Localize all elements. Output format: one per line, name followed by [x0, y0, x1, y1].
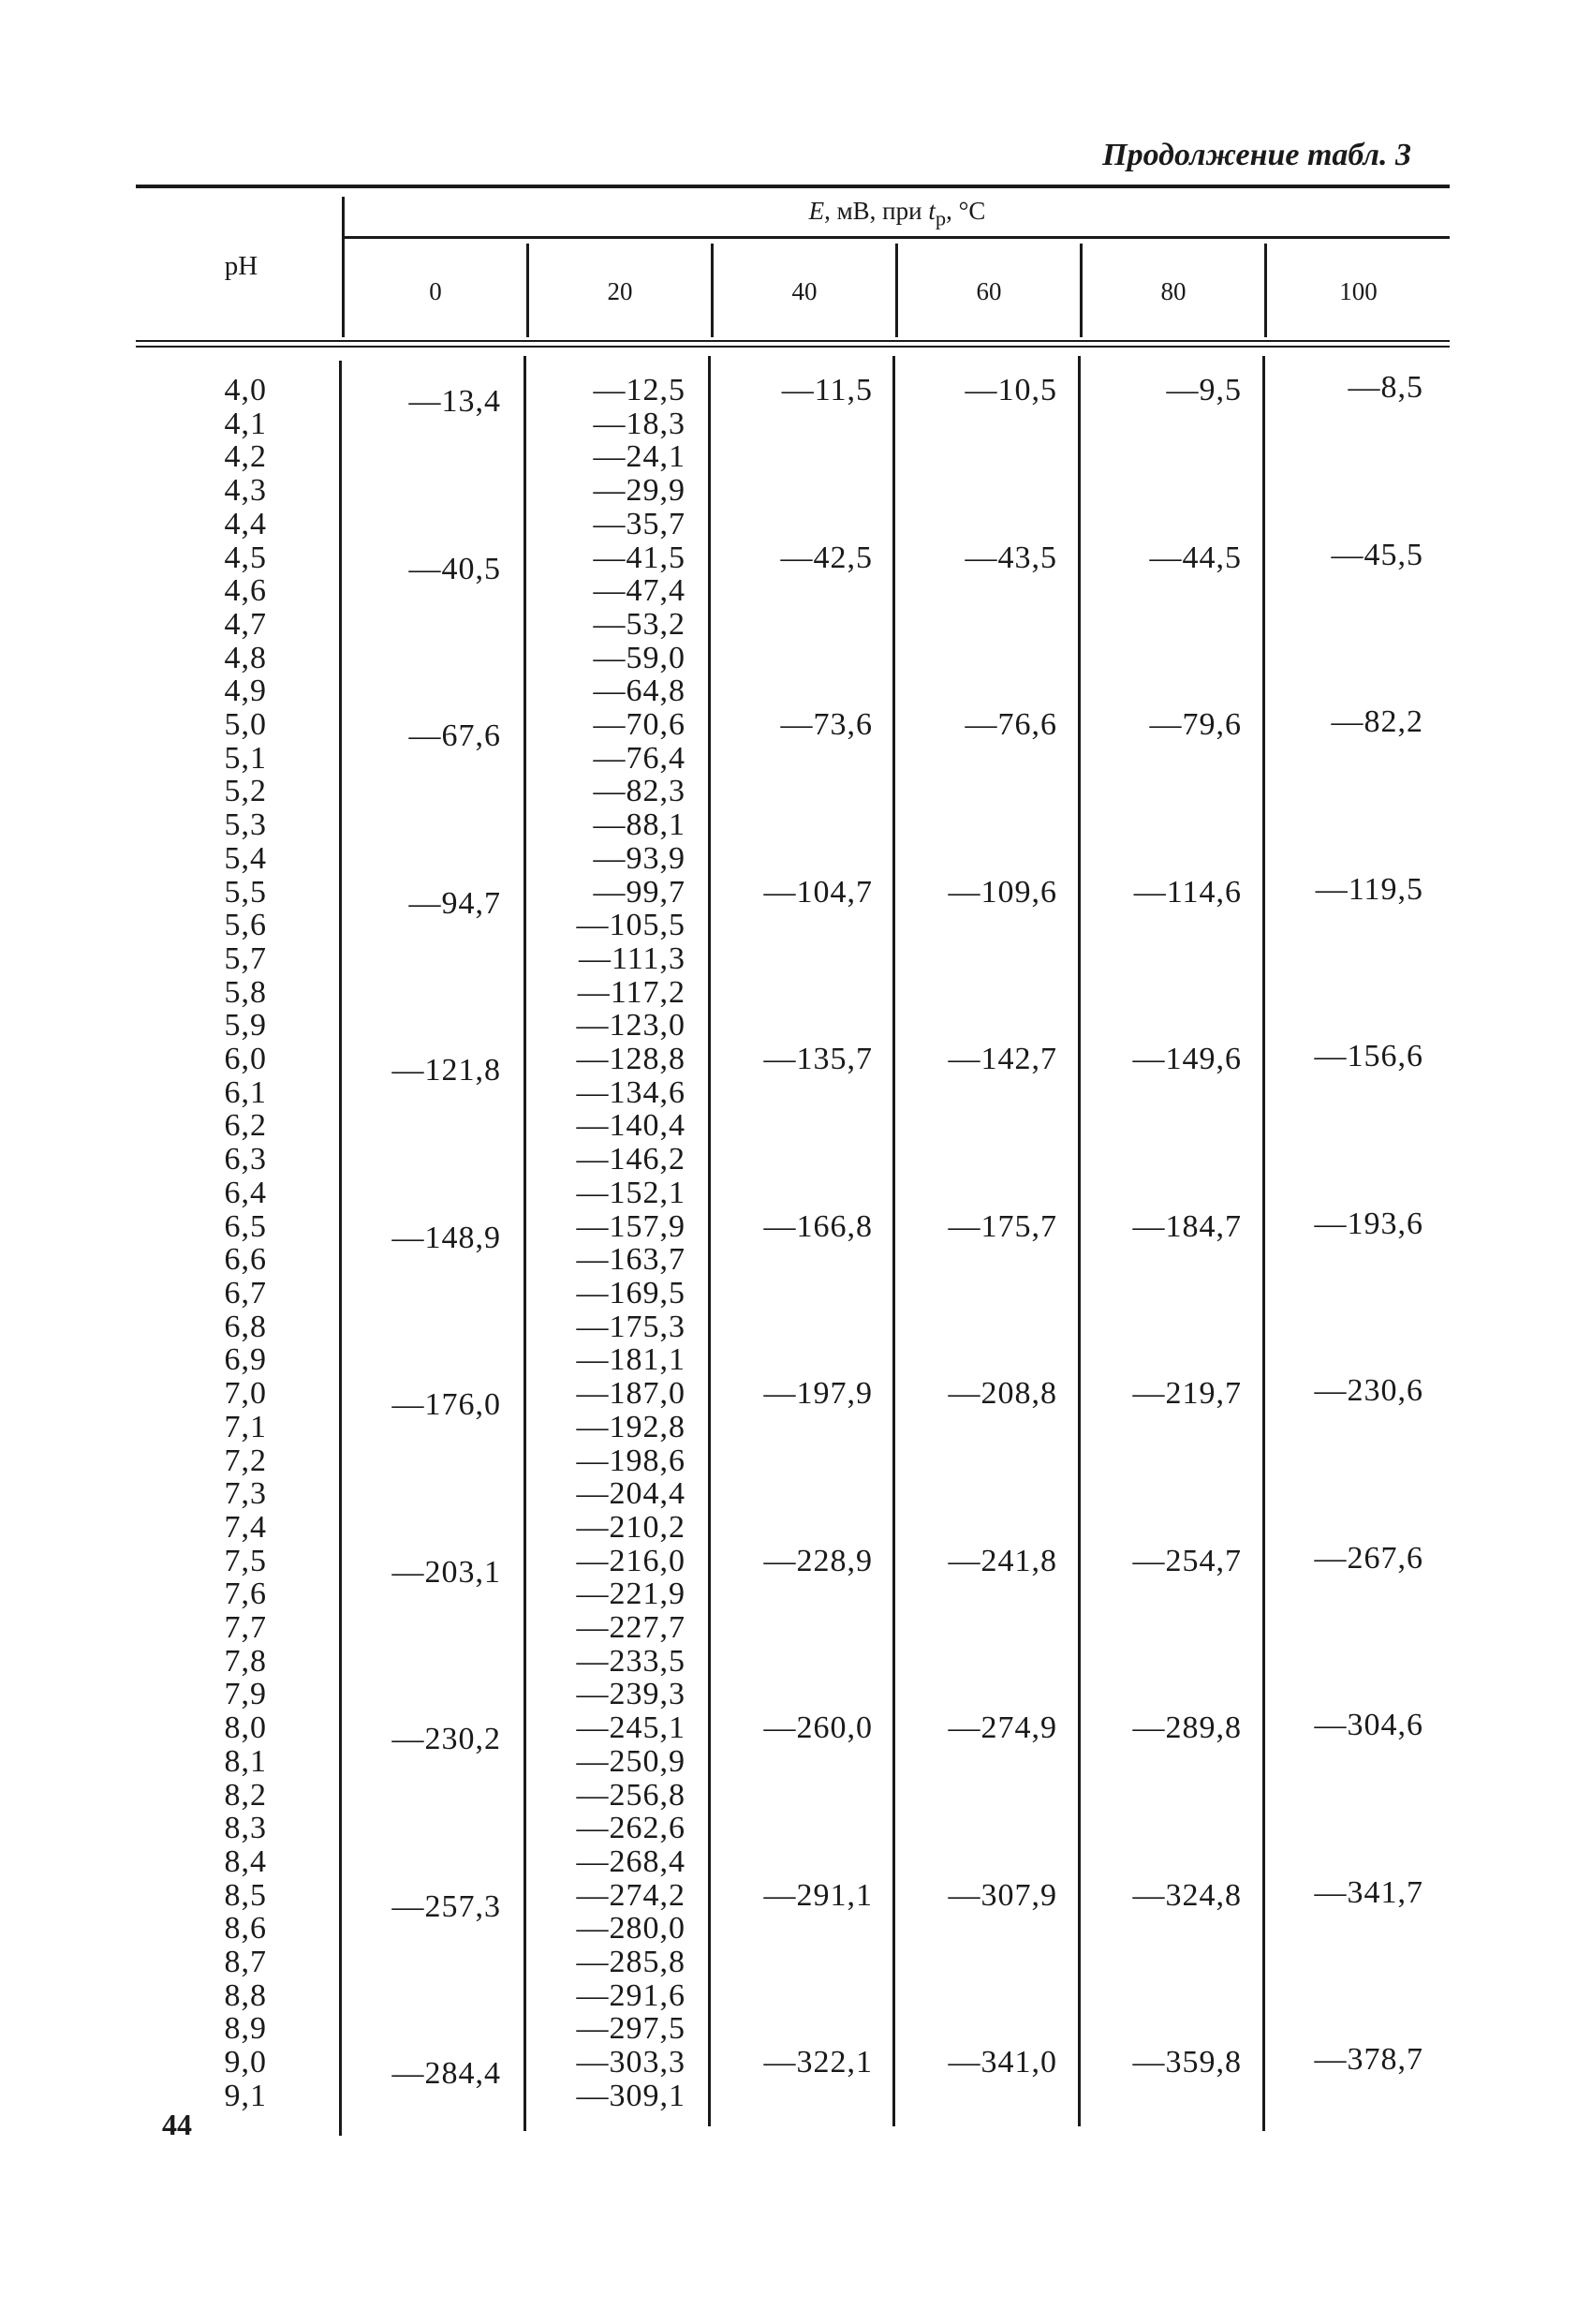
t0-value: —230,2: [391, 1722, 501, 1756]
t20-value: —93,9: [593, 840, 685, 876]
ph-column: [173, 374, 267, 2113]
ph-value: 9,0: [224, 2045, 267, 2080]
ph-value: 8,9: [224, 2011, 267, 2047]
t100-value: —378,7: [1314, 2042, 1423, 2077]
t0-value: —94,7: [408, 885, 501, 921]
t80-value: —219,7: [1132, 1376, 1242, 1411]
t80-value: —324,8: [1132, 1877, 1242, 1913]
t60-value: —241,8: [948, 1543, 1057, 1578]
t20-value: —35,7: [593, 506, 685, 541]
t20-value: —175,3: [576, 1309, 685, 1344]
t100-value: —45,5: [1331, 537, 1423, 572]
ph-value: 6,1: [224, 1074, 267, 1110]
t20-value: —239,3: [576, 1677, 685, 1712]
t20-value: —216,0: [576, 1543, 685, 1578]
t60-value: —76,6: [965, 707, 1057, 742]
t100-value: —8,5: [1348, 370, 1423, 405]
ph-value: 5,1: [224, 740, 267, 776]
t20-value: —198,6: [576, 1443, 685, 1478]
ph-value: 8,3: [224, 1811, 267, 1846]
body-vline-80: [1078, 356, 1081, 2126]
t60-value: —43,5: [965, 540, 1057, 575]
ph-value: 5,6: [224, 908, 267, 943]
t40-value: —260,0: [763, 1710, 873, 1745]
t20-value: —192,8: [576, 1409, 685, 1444]
t20-value: —76,4: [593, 740, 685, 776]
ph-value: 6,9: [224, 1342, 267, 1378]
t0-value: —203,1: [391, 1554, 501, 1590]
body-vline-100: [1262, 356, 1265, 2131]
ph-value: 9,1: [224, 2078, 267, 2113]
t40-value: —73,6: [780, 707, 873, 742]
t80-value: —254,7: [1132, 1543, 1242, 1578]
t20-value: —105,5: [576, 908, 685, 943]
t60-value: —341,0: [948, 2045, 1057, 2080]
t20-value: —53,2: [593, 606, 685, 642]
t20-value: —64,8: [593, 674, 685, 709]
ph-value: 7,5: [224, 1543, 267, 1578]
t20-value: —157,9: [576, 1208, 685, 1244]
ph-value: 4,2: [224, 439, 267, 475]
ph-column-header: pH: [224, 251, 258, 281]
continuation-caption: Продолжение табл. 3: [1102, 138, 1411, 172]
t100-value: —119,5: [1315, 871, 1423, 907]
t40-value: —42,5: [780, 540, 873, 575]
t80-value: —149,6: [1132, 1042, 1242, 1076]
t20-value: —268,4: [576, 1843, 685, 1879]
ph-value: 7,9: [224, 1677, 267, 1712]
temp-header-0: 0: [429, 277, 442, 305]
ph-value: 4,7: [224, 606, 267, 642]
t0-value: —257,3: [391, 1888, 501, 1924]
ph-value: 5,9: [224, 1008, 267, 1044]
t20-value: —111,3: [579, 940, 685, 976]
ph-value: 6,7: [224, 1275, 267, 1310]
ph-value: 8,6: [224, 1911, 267, 1947]
t20-value: —163,7: [576, 1242, 685, 1278]
t0-value: —284,4: [391, 2056, 501, 2091]
t20-value: —210,2: [576, 1509, 685, 1545]
ph-value: 5,7: [224, 940, 267, 976]
t20-value: —140,4: [576, 1108, 685, 1144]
t20-value: —152,1: [576, 1175, 685, 1210]
t40-value: —291,1: [763, 1877, 873, 1913]
t0-value: —148,9: [391, 1220, 501, 1255]
t20-value: —204,4: [576, 1476, 685, 1512]
t80-value: —289,8: [1132, 1710, 1242, 1745]
t60-value: —208,8: [948, 1376, 1057, 1411]
ph-value: 6,4: [224, 1175, 267, 1210]
ph-value: 7,0: [224, 1376, 267, 1412]
t40-value: —135,7: [763, 1042, 873, 1076]
temp-header-40: 40: [791, 277, 818, 305]
ph-value: 4,1: [224, 406, 267, 441]
t20-value: —181,1: [576, 1342, 685, 1378]
ph-value: 5,3: [224, 807, 267, 843]
t0-value: —13,4: [408, 384, 501, 419]
ph-value: 6,5: [224, 1208, 267, 1244]
ph-value: 6,2: [224, 1108, 267, 1144]
ph-value: 8,4: [224, 1843, 267, 1879]
t100-value: —304,6: [1314, 1708, 1423, 1742]
t20-column: [534, 374, 685, 2113]
ph-value: 7,3: [224, 1476, 267, 1512]
t20-value: —285,8: [576, 1945, 685, 1980]
ph-value: 7,8: [224, 1643, 267, 1679]
t20-value: —47,4: [593, 573, 685, 609]
t80-value: —79,6: [1149, 707, 1242, 742]
t0-value: —67,6: [408, 718, 501, 753]
ph-value: 7,1: [224, 1409, 267, 1444]
t60-value: —10,5: [965, 373, 1057, 407]
t20-value: —245,1: [576, 1710, 685, 1746]
ph-value: 4,4: [224, 506, 267, 541]
ph-value: 8,1: [224, 1743, 267, 1779]
t0-value: —176,0: [391, 1387, 501, 1422]
t20-value: —303,3: [576, 2045, 685, 2080]
t-subscript: р: [935, 206, 947, 230]
e-column-header: [345, 197, 1450, 230]
ph-value: 5,4: [224, 840, 267, 876]
ph-value: 6,8: [224, 1309, 267, 1344]
t20-value: —274,2: [576, 1877, 685, 1913]
ph-value: 6,6: [224, 1242, 267, 1278]
t20-value: —134,6: [576, 1074, 685, 1110]
t20-value: —187,0: [576, 1376, 685, 1412]
t80-value: —359,8: [1132, 2045, 1242, 2080]
t20-value: —123,0: [576, 1008, 685, 1044]
t60-value: —274,9: [948, 1710, 1057, 1745]
ph-value: 8,5: [224, 1877, 267, 1913]
ph-value: 4,0: [224, 373, 267, 407]
top-rule: [136, 185, 1450, 188]
t20-value: —128,8: [576, 1042, 685, 1077]
t20-value: —24,1: [593, 439, 685, 475]
e-symbol: E: [808, 197, 825, 225]
ph-value: 7,7: [224, 1610, 267, 1646]
t20-value: —256,8: [576, 1777, 685, 1813]
t60-value: —142,7: [948, 1042, 1057, 1076]
t-symbol: t: [928, 197, 936, 225]
ph-value: 5,5: [224, 874, 267, 910]
t40-value: —197,9: [763, 1376, 873, 1411]
t20-value: —262,6: [576, 1811, 685, 1846]
t40-value: —166,8: [763, 1208, 873, 1244]
t40-value: —104,7: [763, 874, 873, 910]
ph-value: 8,2: [224, 1777, 267, 1813]
temp-header-60: 60: [976, 277, 1002, 305]
temp-header-20: 20: [607, 277, 633, 305]
ph-value: 8,7: [224, 1945, 267, 1980]
page-number: 44: [162, 2108, 192, 2141]
ph-value: 4,6: [224, 573, 267, 609]
header-bottom-rule-1: [136, 340, 1450, 342]
ph-value: 5,2: [224, 774, 267, 809]
temp-header-80: 80: [1160, 277, 1187, 305]
t20-value: —29,9: [593, 473, 685, 509]
t20-value: —146,2: [576, 1142, 685, 1177]
t20-value: —233,5: [576, 1643, 685, 1679]
ph-value: 7,6: [224, 1576, 267, 1612]
t20-value: —18,3: [593, 406, 685, 441]
ph-value: 6,3: [224, 1142, 267, 1177]
t60-value: —175,7: [948, 1208, 1057, 1244]
t20-value: —82,3: [593, 774, 685, 809]
t100-value: —267,6: [1314, 1540, 1423, 1576]
t20-value: —59,0: [593, 640, 685, 675]
body-vline-60: [892, 356, 895, 2126]
t20-value: —169,5: [576, 1275, 685, 1310]
ph-value: 4,5: [224, 540, 267, 575]
ph-value: 7,2: [224, 1443, 267, 1478]
ph-value: 4,3: [224, 473, 267, 509]
t20-value: —250,9: [576, 1743, 685, 1779]
ph-value: 5,0: [224, 707, 267, 743]
t20-value: —117,2: [577, 974, 685, 1010]
t20-value: —41,5: [593, 540, 685, 575]
t80-value: —184,7: [1132, 1208, 1242, 1244]
t80-value: —9,5: [1166, 373, 1242, 407]
e-label-mid: , мВ, при: [824, 197, 929, 225]
header-sub-rule: [345, 236, 1450, 239]
body-vline-40: [708, 356, 711, 2126]
t20-value: —291,6: [576, 1977, 685, 2013]
e-label-suffix: , °С: [946, 197, 986, 225]
ph-value: 8,0: [224, 1710, 267, 1746]
ph-value: 5,8: [224, 974, 267, 1010]
t20-value: —280,0: [576, 1911, 685, 1947]
t20-value: —70,6: [593, 707, 685, 743]
t20-value: —297,5: [576, 2011, 685, 2047]
t20-value: —99,7: [593, 874, 685, 910]
t100-value: —193,6: [1314, 1206, 1423, 1241]
t100-value: —156,6: [1314, 1039, 1423, 1073]
t100-value: —82,2: [1331, 704, 1423, 739]
t20-value: —221,9: [576, 1576, 685, 1612]
t40-value: —322,1: [763, 2045, 873, 2080]
ph-value: 6,0: [224, 1042, 267, 1077]
ph-value: 8,8: [224, 1977, 267, 2013]
t60-value: —307,9: [948, 1877, 1057, 1913]
t80-value: —114,6: [1133, 874, 1242, 910]
ph-value: 4,8: [224, 640, 267, 675]
t80-value: —44,5: [1149, 540, 1242, 575]
t100-value: —341,7: [1314, 1874, 1423, 1910]
temp-header-100: 100: [1339, 277, 1378, 305]
t40-value: —11,5: [781, 373, 873, 407]
t0-value: —40,5: [408, 551, 501, 586]
ph-value: 7,4: [224, 1509, 267, 1545]
t40-value: —228,9: [763, 1543, 873, 1578]
t0-value: —121,8: [391, 1053, 501, 1088]
t20-value: —12,5: [593, 373, 685, 407]
t60-value: —109,6: [948, 874, 1057, 910]
ph-value: 4,9: [224, 674, 267, 709]
body-vline-20: [523, 356, 526, 2131]
t20-value: —227,7: [576, 1610, 685, 1646]
t100-value: —230,6: [1314, 1373, 1423, 1408]
t20-value: —88,1: [593, 807, 685, 843]
t20-value: —309,1: [576, 2078, 685, 2113]
header-bottom-rule-2: [136, 346, 1450, 348]
